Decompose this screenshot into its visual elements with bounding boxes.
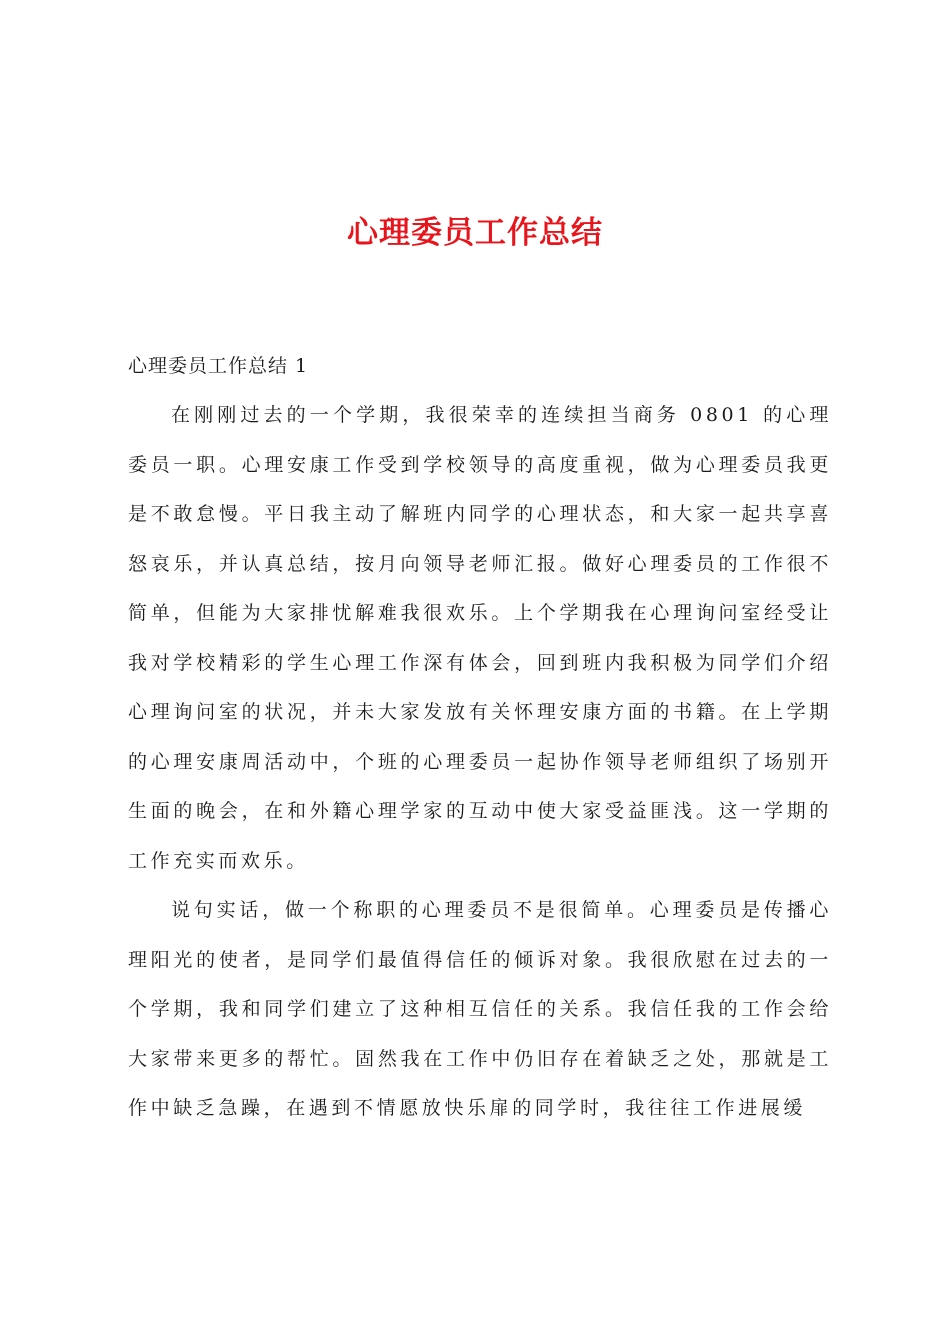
paragraph-2: 说句实话，做一个称职的心理委员不是很简单。心理委员是传播心理阳光的使者，是同学们最值得信任的倾诉对象。我很欣慰在过去的一个学期，我和同学们建立了这种相互信任的关系。我信任我的工作会给大家带来更多的帮忙。固然我在工作中仍旧存在着缺乏之处，那就是工作中缺乏急躁，在遇到不情愿放快乐扉的同学时，我往往工作进展缓 xyxy=(128,899,832,1119)
document-body xyxy=(128,342,832,1134)
section-heading: 心理委员工作总结 1 xyxy=(128,355,309,377)
paragraph-1: 在刚刚过去的一个学期，我很荣幸的连续担当商务 0801 的心理委员一职。心理安康工作受到学校领导的高度重视，做为心理委员我更是不敢怠慢。平日我主动了解班内同学的心理状态，和大家一起共享喜怒哀乐，并认真总结，按月向领导老师汇报。做好心理委员的工作很不简单，但能为大家排忧解难我很欢乐。上个学期我在心理询问室经受让我对学校精彩的学生心理工作深有体会，回到班内我积极为同学们介绍心理询问室的状况，并未大家发放有关怀理安康方面的书籍。在上学期的心理安康周活动中，个班的心理委员一起协作领导老师组织了场别开生面的晚会，在和外籍心理学家的互动中使大家受益匪浅。这一学期的工作充实而欢乐。 xyxy=(128,404,832,872)
document-title: 心理委员工作总结 xyxy=(347,215,603,251)
